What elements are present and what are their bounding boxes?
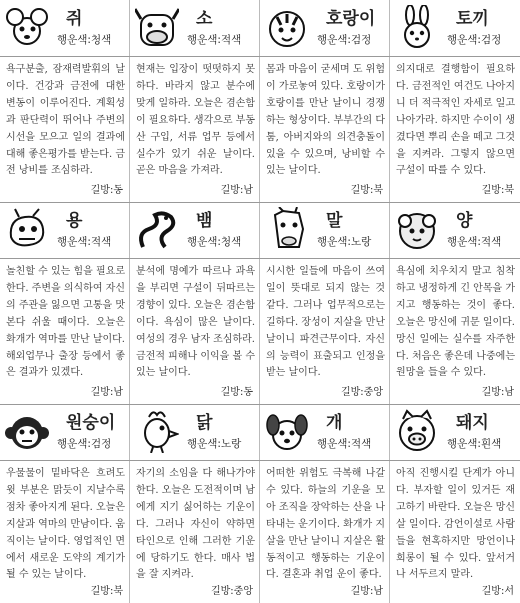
header-divider: [130, 460, 260, 461]
header-divider: [390, 56, 520, 57]
dog-icon: [265, 409, 309, 453]
zodiac-card-header: [130, 202, 260, 258]
header-divider: [130, 56, 260, 57]
zodiac-card: [260, 0, 390, 202]
fortune-text: 어떠한 위험도 극복해 나갈 수 있다. 하늘의 기운을 모아 조직을 장악하는 산을 나타내는 운기이다. 화개가 지살을 만난 날이니 지살은 활동적이고 행동하는 기운이다. 결혼과 취업 운이 좋다.: [266, 468, 385, 581]
row-divider: [0, 404, 520, 405]
lucky-color: 행운색:적색: [317, 438, 372, 450]
zodiac-card-header: [260, 404, 390, 460]
zodiac-card: [0, 0, 130, 202]
zodiac-name: 소: [196, 9, 213, 29]
lucky-direction: 길방:북: [481, 185, 514, 196]
zodiac-card: [130, 202, 260, 404]
fortune-text: 몸과 마음이 굳세며 도 위험이 가로놓여 있다. 호랑이가 호랑이를 만난 날이니 경쟁하는 형상이다. 부부간의 다툼, 아버지와의 의견충돌이 있을 수 있으며, 낭비할 수 있는 날이다.: [266, 64, 385, 177]
zodiac-card: [390, 404, 520, 603]
zodiac-card: [0, 404, 130, 603]
lucky-color: 행운색:검정: [447, 34, 502, 46]
zodiac-card: [0, 202, 130, 404]
zodiac-card-header: [260, 202, 390, 258]
header-divider: [260, 258, 390, 259]
zodiac-name: 닭: [196, 413, 213, 433]
lucky-color: 행운색:적색: [447, 236, 502, 248]
lucky-direction: 길방:동: [90, 185, 123, 196]
lucky-color: 행운색:흰색: [447, 438, 502, 450]
rabbit-icon: [395, 5, 439, 49]
lucky-direction: 길방:북: [90, 586, 123, 597]
zodiac-card: [130, 404, 260, 603]
tiger-icon: [265, 5, 309, 49]
header-divider: [130, 258, 260, 259]
zodiac-name: 뱀: [196, 211, 213, 231]
snake-icon: [135, 207, 179, 251]
lucky-direction: 길방:서: [481, 586, 514, 597]
zodiac-name: 양: [456, 211, 473, 231]
lucky-direction: 길방:남: [90, 387, 123, 398]
zodiac-card-header: [0, 404, 130, 460]
header-divider: [260, 56, 390, 57]
zodiac-card-header: [390, 202, 520, 258]
lucky-direction: 길방:북: [350, 185, 383, 196]
lucky-color: 행운색:검정: [57, 438, 112, 450]
zodiac-name: 토끼: [456, 9, 489, 29]
zodiac-name: 원숭이: [66, 413, 116, 433]
header-divider: [390, 258, 520, 259]
lucky-color: 행운색:적색: [57, 236, 112, 248]
lucky-color: 행운색:적색: [187, 34, 242, 46]
lucky-color: 행운색:청색: [57, 34, 112, 46]
zodiac-name: 개: [326, 413, 343, 433]
monkey-icon: [5, 409, 49, 453]
zodiac-card: [260, 202, 390, 404]
row-divider: [0, 202, 520, 203]
fortune-text: 욕심에 치우치지 말고 침착하고 냉정하게 긴 안목을 가지고 행동하는 것이 좋다. 오늘은 망신에 귀문 일이다. 망신 일에는 실수를 자주한다. 처음은 좋은데 나중에는 원망을 들을 수 있다.: [396, 266, 515, 379]
zodiac-card: [390, 0, 520, 202]
lucky-direction: 길방:동: [220, 387, 253, 398]
header-divider: [0, 460, 130, 461]
fortune-text: 자기의 소임을 다 해나가야 한다. 오늘은 도전적이며 남에게 지기 싫어하는 기운이다. 그러나 자신이 약하면 타인으로 인해 그러한 기운에 당하기도 한다. 매사 법을 잘 지켜라.: [136, 468, 255, 581]
sheep-icon: [395, 207, 439, 251]
fortune-text: 아직 진행시킬 단계가 아니다. 부자할 일이 있거든 재고하기 바란다. 오늘은 망신살 일이다. 감언이설로 사람들을 현혹하지만 망언이나 희롱이 될 수 있다. 앞서거나 서두르지 말라.: [396, 468, 515, 581]
zodiac-card-header: [390, 0, 520, 56]
zodiac-card: [390, 202, 520, 404]
zodiac-card-header: [0, 202, 130, 258]
lucky-direction: 길방:남: [481, 387, 514, 398]
header-divider: [260, 460, 390, 461]
horse-icon: [265, 207, 309, 251]
zodiac-name: 쥐: [66, 9, 83, 29]
rat-icon: [5, 5, 49, 49]
lucky-direction: 길방:남: [220, 185, 253, 196]
lucky-direction: 길방:남: [350, 586, 383, 597]
zodiac-name: 돼지: [456, 413, 489, 433]
zodiac-card-header: [130, 404, 260, 460]
fortune-text: 시시한 일들에 마음이 쓰여 일이 뜻대로 되지 않는 것 같다. 그러나 업무적으로는 길하다. 장성이 지살을 만난 날이니 파견근무이다. 자신의 능력이 표출되고 인정을 받는 날이다.: [266, 266, 385, 379]
lucky-color: 행운색:노랑: [317, 236, 372, 248]
zodiac-card-header: [260, 0, 390, 56]
lucky-color: 행운색:검정: [317, 34, 372, 46]
fortune-text: 의지대로 결행함이 필요하다. 금전적인 여건도 나아지니 더 적극적인 자세로 일고 나아가라. 하지만 수이이 생겼다면 뿌리 손을 떼고 그것을 지켜라. 그렇지 않으면 구설이 따를 수 있다.: [396, 64, 515, 177]
ox-icon: [135, 5, 179, 49]
zodiac-card-header: [390, 404, 520, 460]
lucky-direction: 길방:중앙: [210, 586, 253, 597]
fortune-text: 놀친할 수 있는 힘을 필요로 한다. 주변을 의식하여 자신의 주관을 잃으면 고통을 맛본다 쉬울 때이다. 오늘은 화개가 역마를 만난 날이다. 해외업무나 출장 등에서 좋은 결과가 있겠다.: [6, 266, 125, 379]
lucky-color: 행운색:노랑: [187, 438, 242, 450]
rooster-icon: [135, 409, 179, 453]
zodiac-name: 호랑이: [326, 9, 376, 29]
zodiac-name: 말: [326, 211, 343, 231]
pig-icon: [395, 409, 439, 453]
zodiac-card-header: [0, 0, 130, 56]
zodiac-card-header: [130, 0, 260, 56]
fortune-text: 분석에 명예가 따르나 과욕을 부리면 구설이 뒤따르는 경향이 있다. 오늘은 겸손함이다. 욕심이 많은 날이다. 여성의 경우 남자 조심하라. 금전적 피해나 이익을 볼 수 있는 날이다.: [136, 266, 255, 379]
fortune-text: 우물물이 밑바닥은 흐려도 윗 부분은 맑듯이 지날수록 점차 좋아지게 된다. 오늘은 지살과 역마의 만남이다. 움직이는 날이다. 영업적인 면에서 새로운 도약의 계기가 될 수 있는 날이다.: [6, 468, 125, 581]
zodiac-card: [260, 404, 390, 603]
dragon-icon: [5, 207, 49, 251]
zodiac-name: 용: [66, 211, 83, 231]
fortune-text: 욕구분출, 잠재력발휘의 날이다. 건강과 금전에 대한 변동이 이루어진다. 계획성과 판단력이 뛰어나 주변의 시선을 모으고 일의 결과에 대해 좋은평가를 받는다. 금전 낭비를 조심하라.: [6, 64, 125, 177]
lucky-direction: 길방:중앙: [340, 387, 383, 398]
header-divider: [0, 56, 130, 57]
lucky-color: 행운색:청색: [187, 236, 242, 248]
zodiac-card: [130, 0, 260, 202]
header-divider: [0, 258, 130, 259]
header-divider: [390, 460, 520, 461]
fortune-text: 현재는 입장이 떳떳하지 못하다. 바라지 않고 분수에 맞게 일하라. 오늘은 겸손함이 필요하다. 생각으로 부동산 구입, 서류 업무 등에서 실수가 있기 쉬운 날이다. 곧은 마음을 가져라.: [136, 64, 255, 177]
